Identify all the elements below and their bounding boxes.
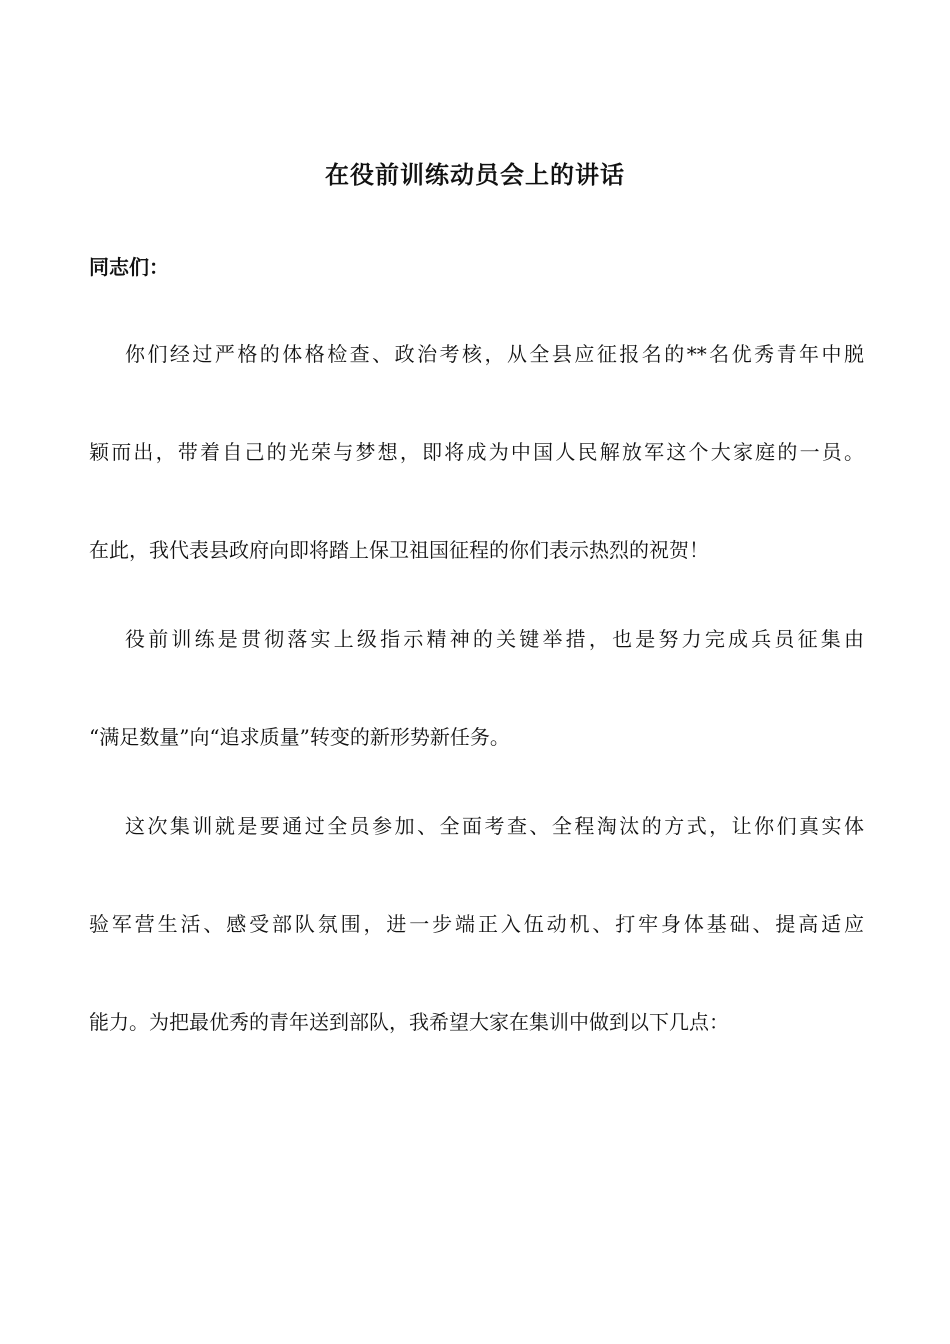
paragraph-1-line-2: 颖而出，带着自己的光荣与梦想，即将成为中国人民解放军这个大家庭的一员。 xyxy=(89,440,864,464)
document-title: 在役前训练动员会上的讲话 xyxy=(325,161,625,189)
paragraph-1-line-1: 你们经过严格的体格检查、政治考核，从全县应征报名的**名优秀青年中脱 xyxy=(125,342,864,366)
paragraph-1-line-3: 在此，我代表县政府向即将踏上保卫祖国征程的你们表示热烈的祝贺！ xyxy=(89,538,709,562)
salutation: 同志们： xyxy=(89,255,169,279)
paragraph-3-line-1: 这次集训就是要通过全员参加、全面考查、全程淘汰的方式，让你们真实体 xyxy=(125,814,864,838)
paragraph-3-line-3: 能力。为把最优秀的青年送到部队，我希望大家在集训中做到以下几点： xyxy=(89,1010,729,1034)
paragraph-3-line-2: 验军营生活、感受部队氛围，进一步端正入伍动机、打牢身体基础、提高适应 xyxy=(89,912,864,936)
paragraph-2-line-1: 役前训练是贯彻落实上级指示精神的关键举措，也是努力完成兵员征集由 xyxy=(125,627,864,651)
paragraph-2-line-2: “满足数量”向“追求质量”转变的新形势新任务。 xyxy=(89,725,510,749)
